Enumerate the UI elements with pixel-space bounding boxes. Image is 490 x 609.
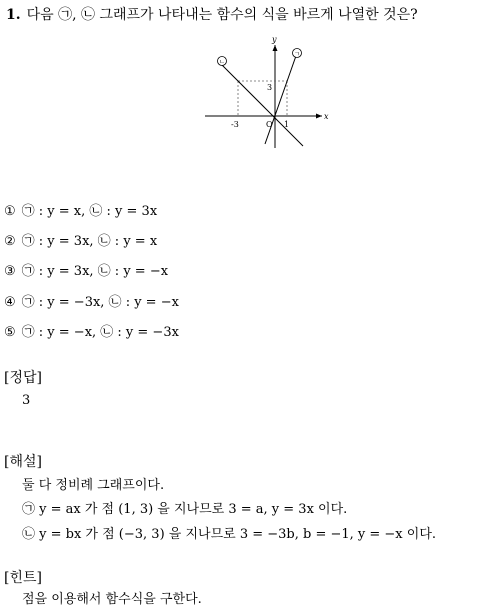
tick-label-neg3: -3 — [231, 120, 239, 129]
axis-x-label: x — [324, 112, 329, 121]
choice-4[interactable] — [4, 294, 179, 312]
choice-3[interactable] — [4, 263, 168, 281]
choice-number: ② — [4, 234, 16, 249]
marker-a-label: ㄱ — [294, 51, 300, 58]
line-a — [265, 53, 297, 144]
answer-value: 3 — [22, 393, 31, 408]
question-header — [6, 6, 418, 24]
y-axis-arrow — [273, 45, 278, 51]
explanation-line-3: ㉡ y = bx 가 점 (−3, 3) 을 지나므로 3 = −3b, b = −1, y = −x 이다. — [22, 527, 437, 542]
question-number: 1. — [6, 7, 21, 23]
tick-label-origin: O — [266, 120, 273, 129]
choice-number: ④ — [4, 295, 16, 310]
hint-title: [힌트] — [4, 570, 42, 586]
marker-b-label: ㄴ — [219, 59, 225, 66]
explanation-line-1: 둘 다 정비례 그래프이다. — [22, 478, 165, 493]
choice-number: ① — [4, 204, 16, 219]
hint-text: 점을 이용해서 함수식을 구한다. — [22, 592, 202, 607]
explanation-line-2: ㉠ y = ax 가 점 (1, 3) 을 지나므로 3 = a, y = 3x 이다. — [22, 502, 348, 517]
tick-label-1: 1 — [284, 120, 290, 129]
tick-label-3: 3 — [267, 83, 273, 92]
answer-title: [정답] — [4, 370, 42, 386]
choice-number: ⑤ — [4, 325, 16, 340]
choice-text: ㉠ : y = −3x, ㉡ : y = −x — [21, 295, 179, 310]
choice-2[interactable] — [4, 233, 157, 251]
choice-5[interactable] — [4, 324, 179, 342]
line-b — [222, 65, 303, 146]
choice-number: ③ — [4, 264, 16, 279]
choice-text: ㉠ : y = 3x, ㉡ : y = x — [21, 234, 158, 249]
choice-1[interactable] — [4, 203, 157, 221]
x-axis-arrow — [316, 114, 322, 119]
explanation-title: [해설] — [4, 454, 42, 470]
choice-text: ㉠ : y = 3x, ㉡ : y = −x — [21, 264, 169, 279]
axis-y-label: y — [272, 35, 277, 44]
choice-text: ㉠ : y = −x, ㉡ : y = −3x — [21, 325, 179, 340]
function-graph — [200, 30, 340, 150]
choice-text: ㉠ : y = x, ㉡ : y = 3x — [21, 204, 158, 219]
question-text: 다음 ㉠, ㉡ 그래프가 나타내는 함수의 식을 바르게 나열한 것은? — [26, 7, 418, 23]
